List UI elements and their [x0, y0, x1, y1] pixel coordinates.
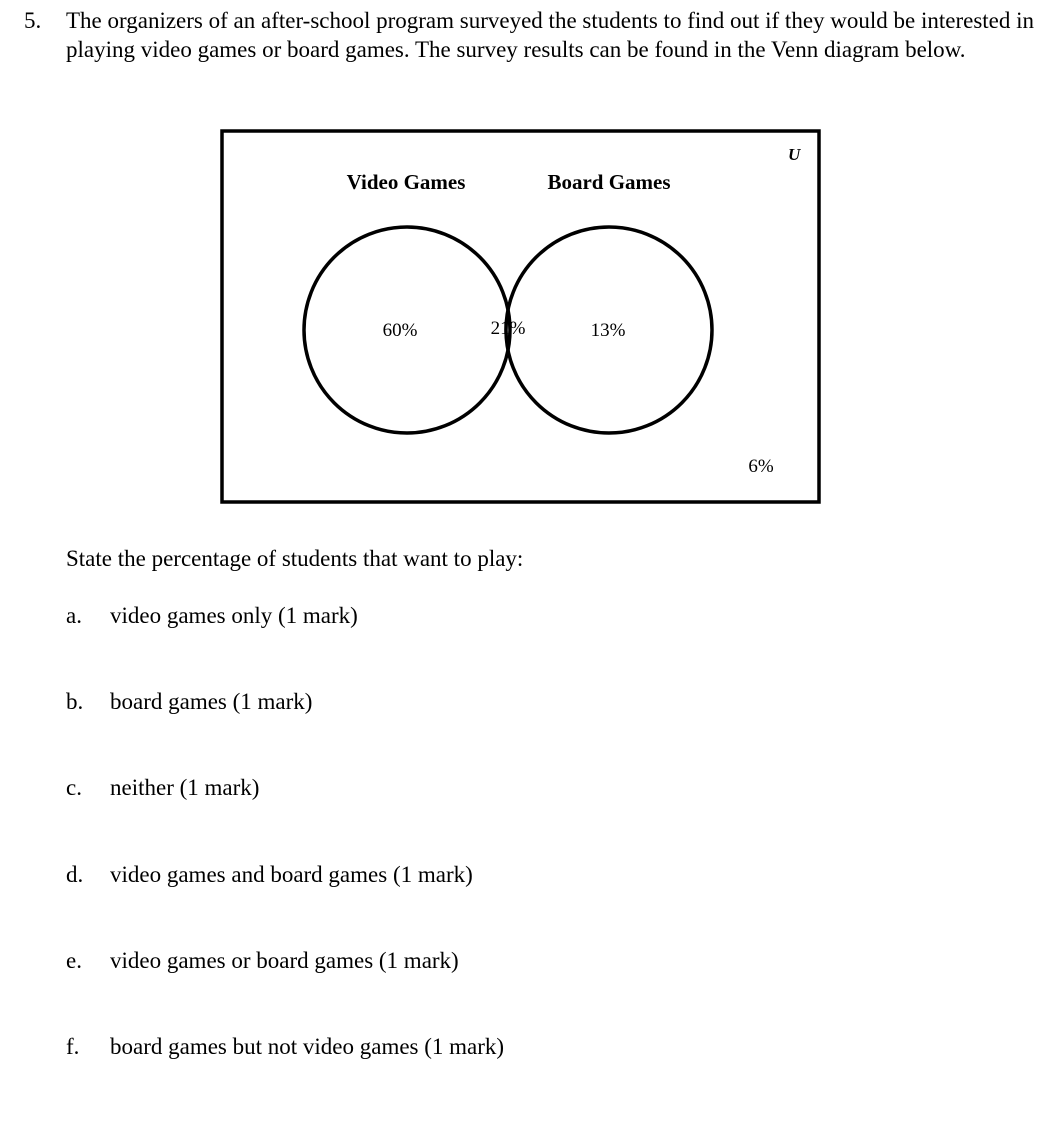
part-text: video games or board games (1 mark): [110, 948, 459, 973]
both-value: 21%: [490, 318, 526, 339]
part-letter: a.: [66, 603, 82, 628]
part-letter: b.: [66, 689, 84, 714]
question-number: 5.: [24, 8, 42, 33]
board-games-label: Board Games: [547, 170, 671, 194]
part-letter: c.: [66, 775, 82, 800]
video-games-label: Video Games: [346, 170, 466, 194]
venn-diagram: [0, 0, 1062, 520]
part-text: board games but not video games (1 mark): [110, 1034, 505, 1059]
part-letter: f.: [66, 1034, 80, 1059]
part-text: neither (1 mark): [110, 775, 260, 800]
board-only-value: 13%: [590, 320, 626, 341]
video-only-value: 60%: [382, 320, 418, 341]
question-text: The organizers of an after-school program surveyed the students to find out if they would be interested in playing video games or board games. The survey results can be found in the Venn diagram below.: [66, 8, 1035, 62]
part-c: [66, 773, 259, 802]
part-text: video games and board games (1 mark): [110, 862, 473, 887]
part-a: [66, 601, 358, 630]
part-b: [66, 687, 312, 716]
part-letter: d.: [66, 862, 84, 887]
universe-box: [222, 131, 819, 502]
part-text: video games only (1 mark): [110, 603, 358, 628]
prompt-text: State the percentage of students that want to play:: [66, 546, 524, 571]
part-f: [66, 1032, 504, 1061]
part-d: [66, 860, 473, 889]
part-e: [66, 946, 459, 975]
part-text: board games (1 mark): [110, 689, 313, 714]
neither-value: 6%: [748, 456, 774, 477]
part-letter: e.: [66, 948, 82, 973]
universe-label: U: [788, 145, 801, 164]
